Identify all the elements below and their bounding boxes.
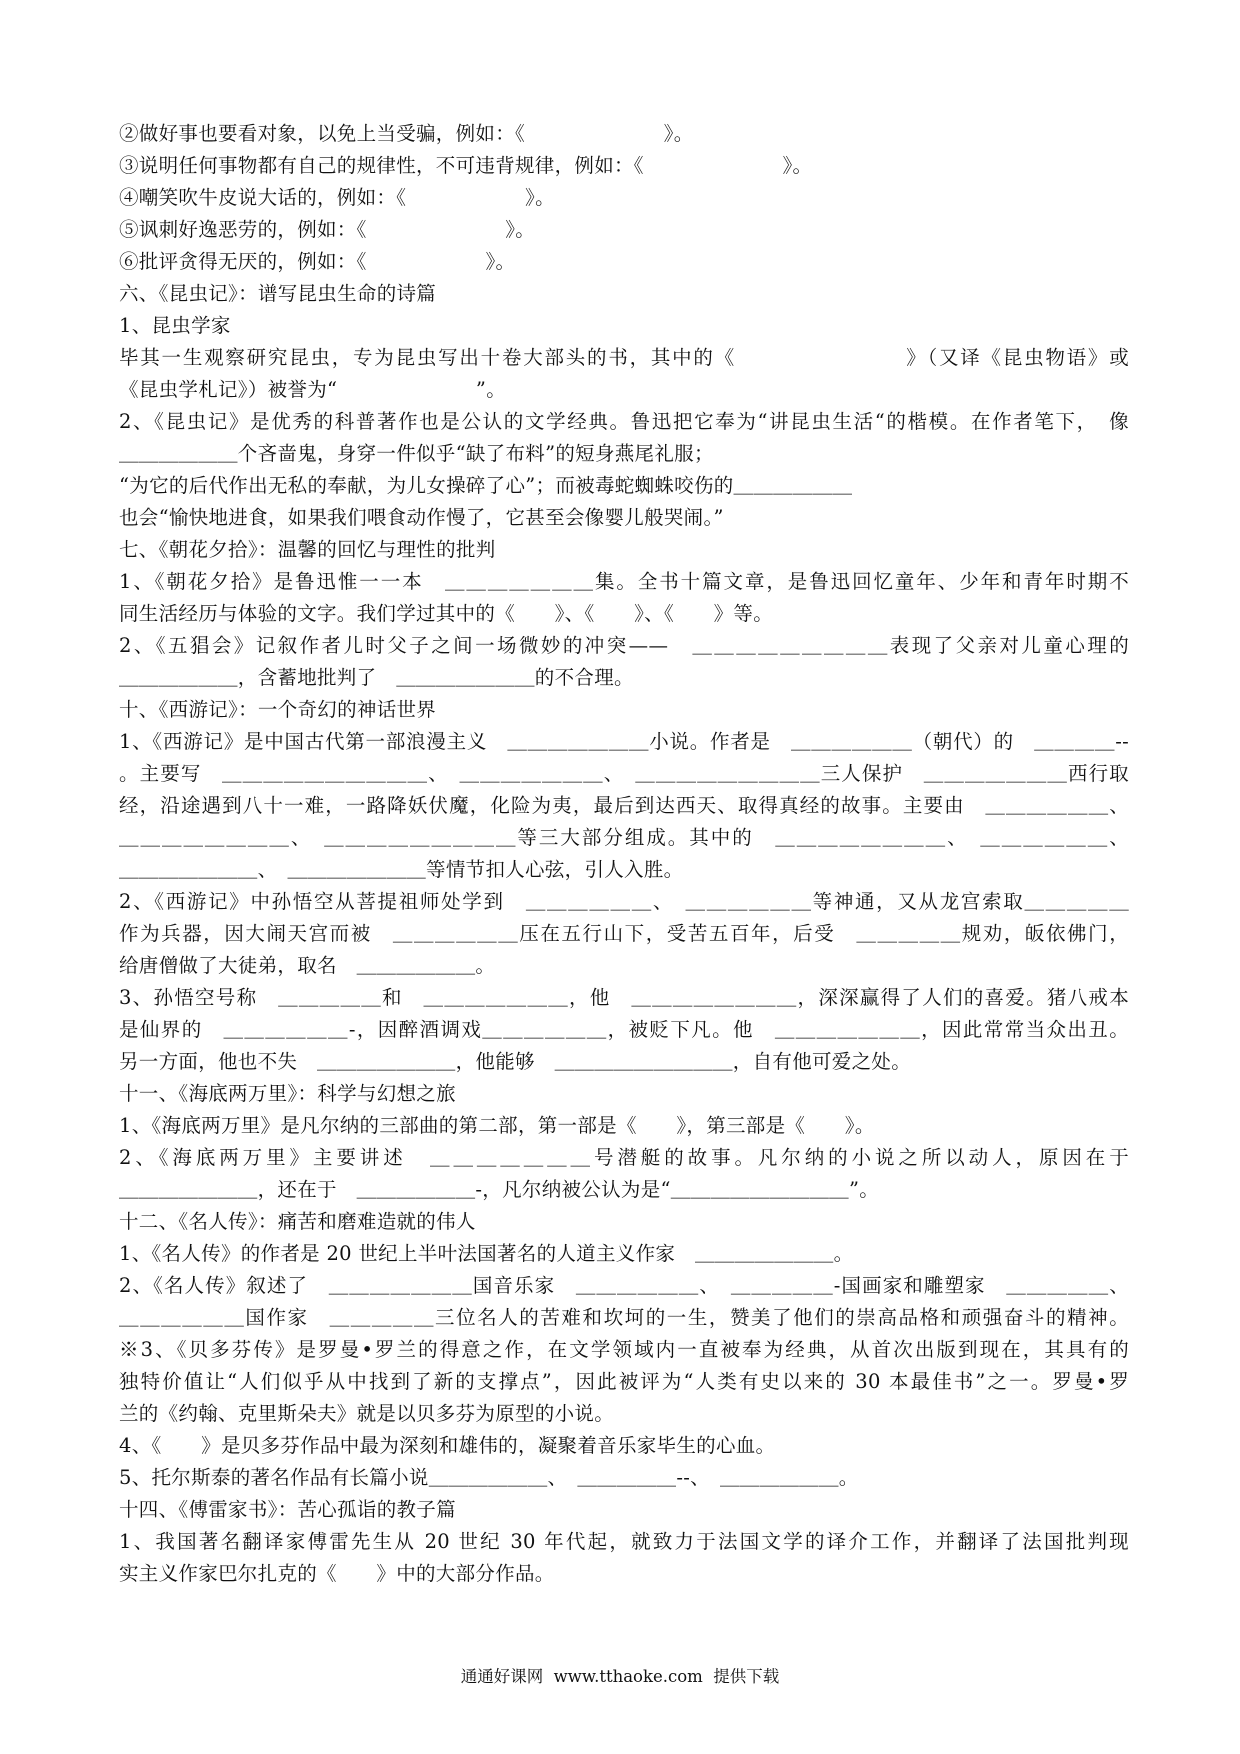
text-line: ②做好事也要看对象，以免上当受骗，例如：《 》。 [119,122,694,145]
text-line: ＿＿＿＿＿＿个吝啬鬼，身穿一件似乎“缺了布料”的短身燕尾礼服； [119,442,714,465]
text-line: 2、《西游记》中孙悟空从菩提祖师处学到 ＿＿＿＿＿＿、 ＿＿＿＿＿＿等神通，又从龙宫索取＿＿＿＿＿ [119,890,1129,913]
text-line: 也会“愉快地进食，如果我们喂食动作慢了，它甚至会像婴儿般哭闹。” [119,506,724,529]
text-line: 2、《昆虫记》是优秀的科普著作也是公认的文学经典。鲁迅把它奉为“讲昆虫生活“的楷模。在作者笔下， 像 [119,410,1129,433]
text-line: 2、《名人传》叙述了 ＿＿＿＿＿＿＿国音乐家 ＿＿＿＿＿＿、 ＿＿＿＿＿-国画家和雕塑家 ＿＿＿＿＿、 [119,1274,1129,1297]
text-line: 十、《西游记》：一个奇幻的神话世界 [119,698,437,721]
text-line: 1、《朝花夕拾》是鲁迅惟一一本 ＿＿＿＿＿＿＿集。全书十篇文章，是鲁迅回忆童年、少年和青年时期不 [119,570,1129,593]
text-line: ＿＿＿＿＿＿＿，还在于 ＿＿＿＿＿＿-，凡尔纳被公认为是“＿＿＿＿＿＿＿＿＿”。 [119,1178,880,1201]
text-line: ＿＿＿＿＿＿＿＿、 ＿＿＿＿＿＿＿＿＿等三大部分组成。其中的 ＿＿＿＿＿＿＿＿、 ＿＿＿＿＿＿、 [119,826,1129,849]
text-line: 独特价值让“人们似乎从中找到了新的支撑点”，因此被评为“人类有史以来的 30 本最佳书”之一。罗曼•罗 [119,1370,1129,1393]
text-line: 兰的《约翰、克里斯朵夫》就是以贝多芬为原型的小说。 [119,1402,615,1425]
text-line: ＿＿＿＿＿＿，含蓄地批判了 ＿＿＿＿＿＿＿的不合理。 [119,666,634,689]
text-line: 1、《海底两万里》是凡尔纳的三部曲的第二部，第一部是《 》，第三部是《 》。 [119,1114,875,1137]
text-line: 七、《朝花夕拾》：温馨的回忆与理性的批判 [119,538,496,561]
text-line: 十一、《海底两万里》：科学与幻想之旅 [119,1082,456,1105]
text-line: 作为兵器，因大闹天宫而被 ＿＿＿＿＿＿压在五行山下，受苦五百年，后受 ＿＿＿＿＿规劝，皈依佛门， [119,922,1129,945]
text-line: 经，沿途遇到八十一难，一路降妖伏魔，化险为夷，最后到达西天、取得真经的故事。主要由 ＿＿＿＿＿＿、 [119,794,1129,817]
document-body [119,118,1129,1590]
text-line: 十二、《名人传》：痛苦和磨难造就的伟人 [119,1210,476,1233]
text-line: 4、《 》是贝多芬作品中最为深刻和雄伟的，凝聚着音乐家毕生的心血。 [119,1434,776,1457]
text-line: 是仙界的 ＿＿＿＿＿＿-，因醉酒调戏＿＿＿＿＿＿，被贬下凡。他 ＿＿＿＿＿＿＿，因此常常当众出丑。 [119,1018,1129,1041]
text-line: ③说明任何事物都有自己的规律性，不可违背规律，例如：《 》。 [119,154,813,177]
page-footer: 通通好课网 www.tthaoke.com 提供下载 [460,1667,780,1686]
text-line: 1、我国著名翻译家傅雷先生从 20 世纪 30 年代起，就致力于法国文学的译介工作，并翻译了法国批判现 [119,1530,1129,1553]
text-line: ＿＿＿＿＿＿＿、 ＿＿＿＿＿＿＿等情节扣人心弦，引人入胜。 [119,858,684,881]
text-line: 1、昆虫学家 [119,314,231,337]
text-line: ⑤讽刺好逸恶劳的，例如：《 》。 [119,218,536,241]
text-line: 同生活经历与体验的文字。我们学过其中的《 》、《 》、《 》等。 [119,602,774,625]
text-line: ＿＿＿＿＿＿国作家 ＿＿＿＿＿三位名人的苦难和坎坷的一生，赞美了他们的崇高品格和顽强奋斗的精神。 [119,1306,1129,1329]
text-line: 另一方面，他也不失 ＿＿＿＿＿＿＿，他能够 ＿＿＿＿＿＿＿＿＿，自有他可爱之处。 [119,1050,912,1073]
text-line: 六、《昆虫记》：谱写昆虫生命的诗篇 [119,282,437,305]
text-line: 5、托尔斯泰的著名作品有长篇小说＿＿＿＿＿＿、 ＿＿＿＿＿--、 ＿＿＿＿＿＿。 [119,1466,859,1489]
text-line: 毕其一生观察研究昆虫，专为昆虫写出十卷大部头的书，其中的《 》（又译《昆虫物语》或 [119,346,1129,369]
text-line: 1、《西游记》是中国古代第一部浪漫主义 ＿＿＿＿＿＿＿小说。作者是 ＿＿＿＿＿＿（朝代）的 ＿＿＿＿-- [119,730,1129,753]
text-line: 。主要写 ＿＿＿＿＿＿＿＿＿＿、 ＿＿＿＿＿＿＿、 ＿＿＿＿＿＿＿＿＿三人保护 ＿＿＿＿＿＿＿西行取 [119,762,1129,785]
text-line: 2、《五猖会》记叙作者儿时父子之间一场微妙的冲突—— ＿＿＿＿＿＿＿＿＿表现了父亲对儿童心理的 [119,634,1129,657]
text-line: 给唐僧做了大徒弟，取名 ＿＿＿＿＿＿。 [119,954,496,977]
text-line: ⑥批评贪得无厌的，例如：《 》。 [119,250,516,273]
text-line: ④嘲笑吹牛皮说大话的，例如：《 》。 [119,186,555,209]
text-line: 实主义作家巴尔扎克的《 》中的大部分作品。 [119,1562,555,1585]
text-line: 2、《海底两万里》主要讲述 ＿＿＿＿＿＿＿号潜艇的故事。凡尔纳的小说之所以动人，原因在于 [119,1146,1129,1169]
text-line: 3、孙悟空号称 ＿＿＿＿＿和 ＿＿＿＿＿＿＿，他 ＿＿＿＿＿＿＿＿，深深赢得了人们的喜爱。猪八戒本 [119,986,1129,1009]
text-line: “为它的后代作出无私的奉献，为儿女操碎了心”；而被毒蛇蜘蛛咬伤的＿＿＿＿＿＿ [119,474,853,497]
text-line: 十四、《傅雷家书》：苦心孤诣的教子篇 [119,1498,456,1521]
text-line: 1、《名人传》的作者是 20 世纪上半叶法国著名的人道主义作家 ＿＿＿＿＿＿＿。 [119,1242,854,1265]
text-line: 《昆虫学札记》）被誉为“ ”。 [119,378,506,401]
text-line: ※3、《贝多芬传》是罗曼•罗兰的得意之作，在文学领域内一直被奉为经典，从首次出版到现在，其具有的 [119,1338,1129,1361]
